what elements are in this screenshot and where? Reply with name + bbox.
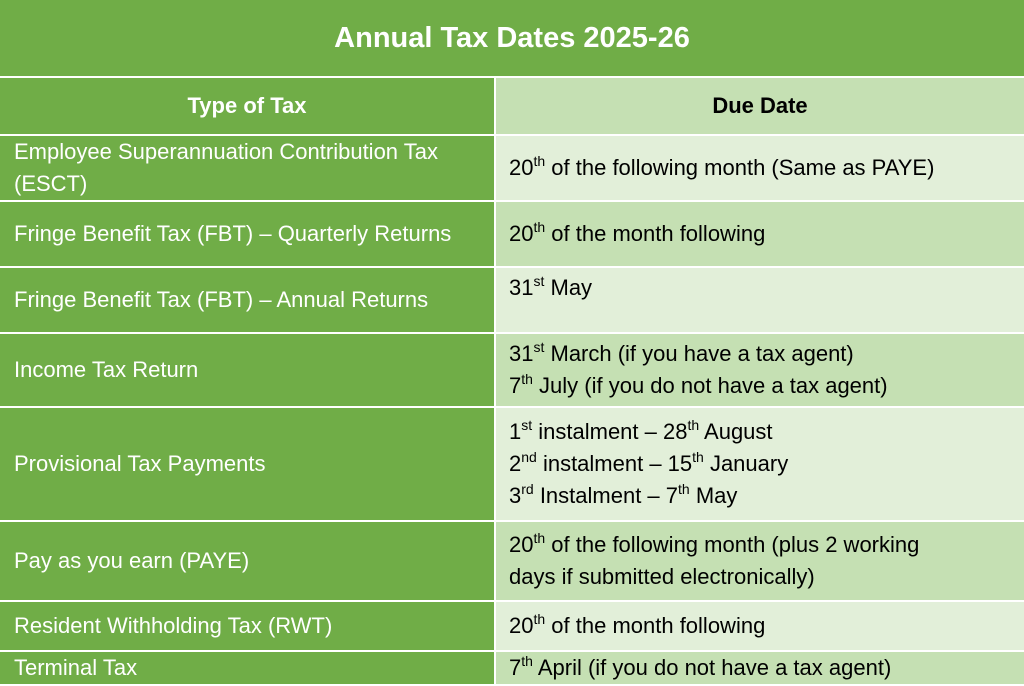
due-date-cell — [495, 135, 1024, 201]
due-text: May — [544, 275, 593, 300]
due-line — [509, 152, 1014, 184]
due-num: 20 — [509, 155, 534, 180]
due-text: of the month following — [545, 613, 766, 638]
title-row — [0, 0, 1024, 77]
due-text: instalment – 28 — [532, 419, 688, 444]
table-row — [0, 135, 1024, 201]
due-text: of the month following — [545, 221, 766, 246]
tax-type-cell: Provisional Tax Payments — [0, 407, 495, 521]
due-line — [509, 652, 1014, 684]
table-row — [0, 521, 1024, 601]
table-row — [0, 407, 1024, 521]
header-due-date: Due Date — [495, 77, 1024, 135]
table-row — [0, 201, 1024, 267]
due-date-cell — [495, 521, 1024, 601]
due-date-cell — [495, 601, 1024, 651]
tax-type-cell: Fringe Benefit Tax (FBT) – Annual Returns — [0, 267, 495, 333]
due-suffix: th — [521, 652, 533, 669]
due-date-cell — [495, 407, 1024, 521]
tax-type-cell: Fringe Benefit Tax (FBT) – Quarterly Returns — [0, 201, 495, 267]
due-text: Instalment – 7 — [533, 483, 679, 508]
due-text: of the following month (plus 2 working — [545, 532, 920, 557]
due-text: of the following month (Same as PAYE) — [545, 155, 935, 180]
due-suffix: st — [521, 416, 533, 433]
due-line — [509, 338, 1014, 370]
due-date-cell — [495, 651, 1024, 685]
due-text: days if submitted electronically) — [509, 564, 815, 589]
due-text: April (if you do not have a tax agent) — [532, 655, 892, 680]
due-line — [509, 416, 1014, 448]
table-row — [0, 267, 1024, 333]
due-line — [509, 561, 1014, 593]
due-suffix: th — [533, 610, 546, 627]
due-suffix: th — [533, 529, 546, 546]
due-suffix: nd — [521, 448, 537, 465]
due-suffix: th — [692, 448, 704, 465]
due-num: 2 — [509, 451, 522, 476]
due-num: 31 — [509, 275, 534, 300]
due-suffix: st — [533, 272, 545, 289]
due-num: 7 — [509, 655, 522, 680]
due-text: January — [703, 451, 789, 476]
due-suffix: th — [533, 152, 546, 169]
due-num: 31 — [509, 341, 534, 366]
due-suffix: th — [521, 370, 533, 387]
due-line — [509, 272, 1014, 304]
due-date-cell — [495, 333, 1024, 407]
due-line — [509, 610, 1014, 642]
tax-type-cell: Income Tax Return — [0, 333, 495, 407]
due-text: March (if you have a tax agent) — [544, 341, 854, 366]
tax-type-cell: Terminal Tax — [0, 651, 495, 685]
due-date-cell — [495, 201, 1024, 267]
due-text: instalment – 15 — [536, 451, 693, 476]
table-row — [0, 651, 1024, 685]
due-num: 20 — [509, 613, 534, 638]
due-suffix: th — [687, 416, 700, 433]
table-row — [0, 601, 1024, 651]
tax-type-cell: Pay as you earn (PAYE) — [0, 521, 495, 601]
due-line — [509, 370, 1014, 402]
due-line — [509, 529, 1014, 561]
due-text: August — [699, 419, 773, 444]
tax-type-cell: Resident Withholding Tax (RWT) — [0, 601, 495, 651]
due-suffix: th — [533, 218, 546, 235]
due-text: July (if you do not have a tax agent) — [532, 373, 888, 398]
tax-type-cell: Employee Superannuation Contribution Tax (ESCT) — [0, 135, 495, 201]
due-suffix: th — [678, 480, 690, 497]
due-suffix: st — [533, 338, 545, 355]
header-row — [0, 77, 1024, 135]
due-num: 7 — [509, 373, 522, 398]
due-line — [509, 448, 1014, 480]
due-num: 3 — [509, 483, 522, 508]
due-num: 20 — [509, 532, 534, 557]
due-line — [509, 218, 1014, 250]
due-text: May — [689, 483, 738, 508]
due-num: 20 — [509, 221, 534, 246]
due-suffix: rd — [521, 480, 534, 497]
table-title: Annual Tax Dates 2025-26 — [0, 0, 1024, 77]
table-row — [0, 333, 1024, 407]
due-num: 1 — [509, 419, 522, 444]
due-date-cell — [495, 267, 1024, 333]
due-line — [509, 480, 1014, 512]
header-type-of-tax: Type of Tax — [0, 77, 495, 135]
